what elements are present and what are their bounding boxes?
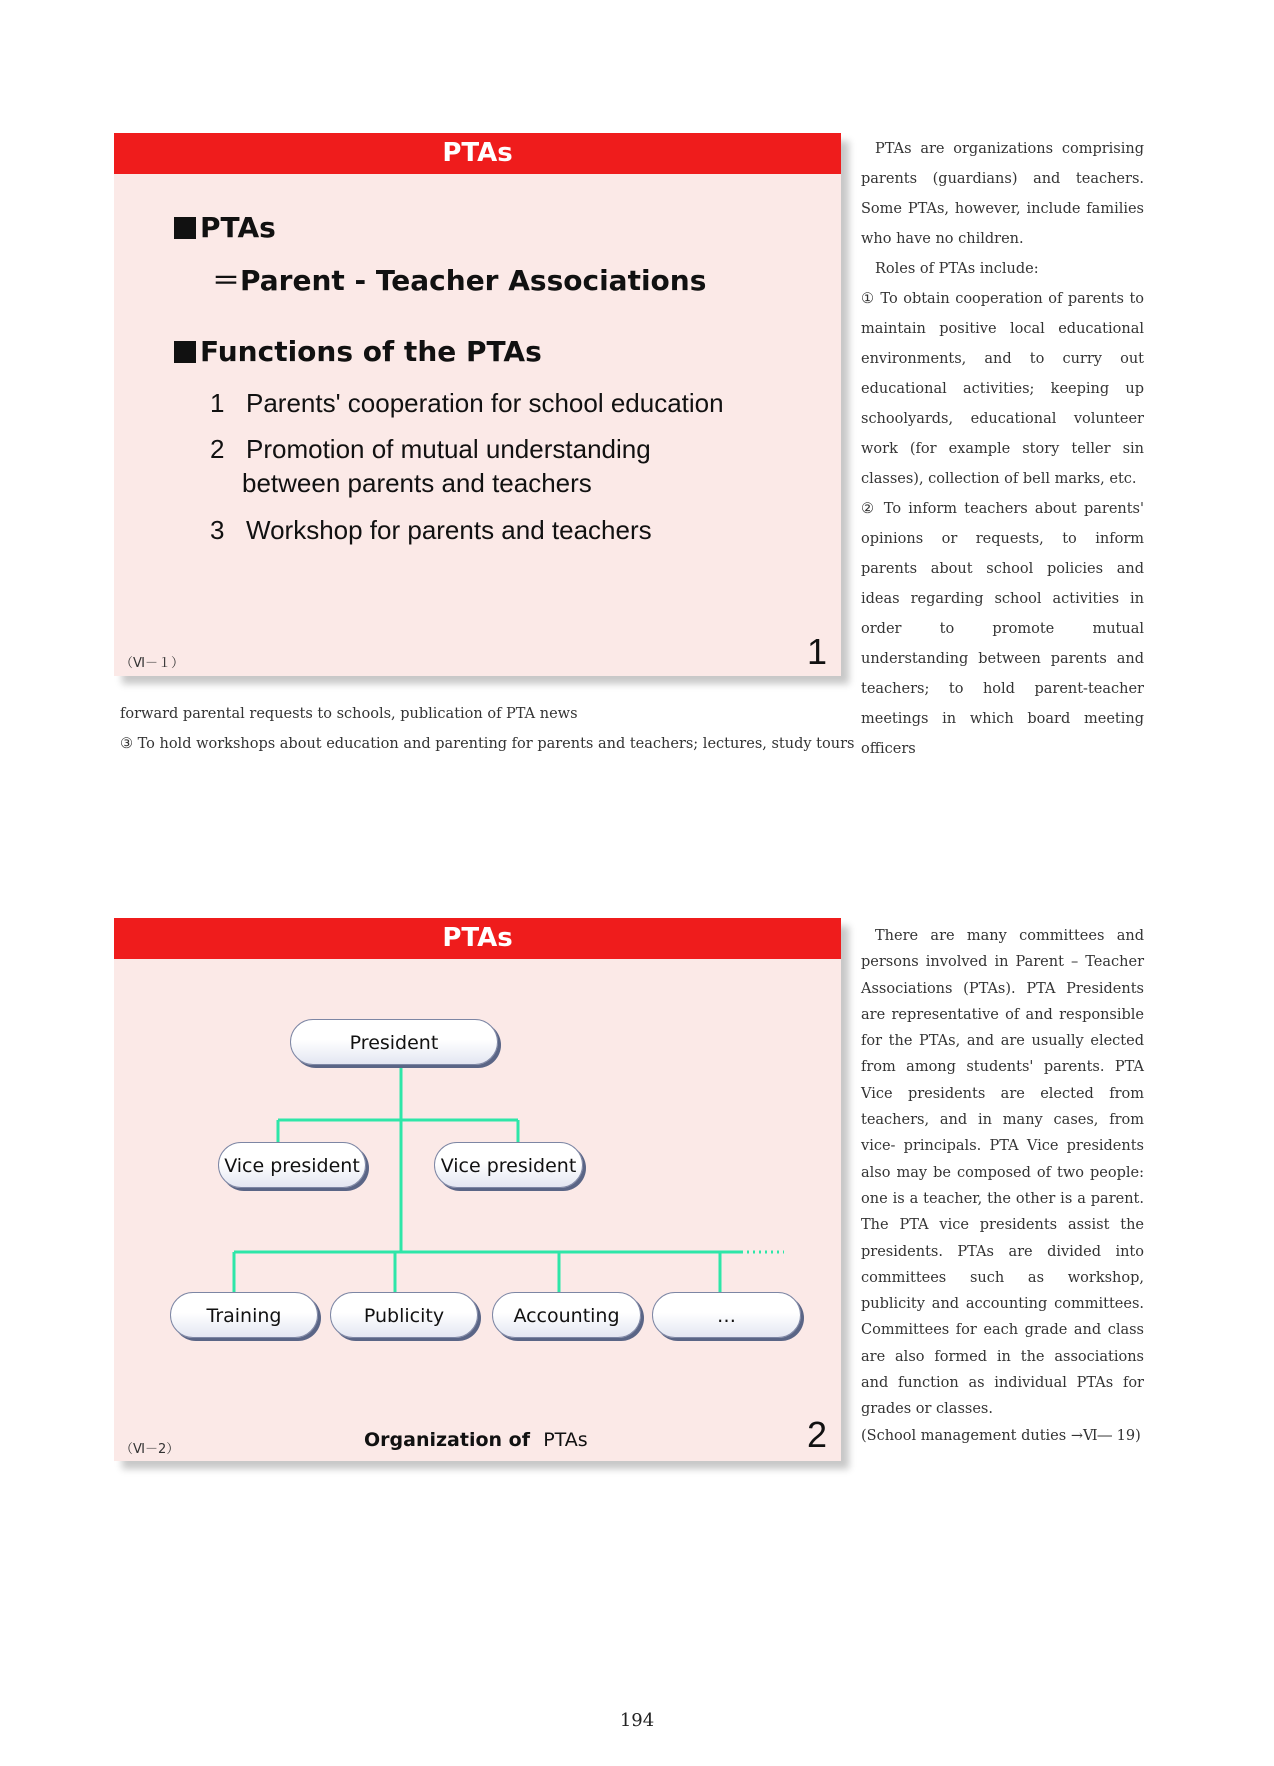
side-text-2	[861, 923, 1144, 1449]
subheading-definition: ＝Parent - Teacher Associations	[212, 264, 707, 297]
square-bullet-icon	[174, 217, 196, 239]
org-chart-caption	[364, 1429, 588, 1451]
slide-2-title: PTAs	[114, 918, 841, 959]
caption-normal: PTAs	[543, 1429, 588, 1451]
org-node-vice-president: Vice president	[218, 1142, 366, 1188]
function-text: Promotion of mutual understanding	[246, 434, 651, 464]
side-paragraph: Roles of PTAs include:	[875, 261, 1039, 277]
function-number: 3	[210, 515, 225, 545]
slide-1-title: PTAs	[114, 133, 841, 174]
side-text-1	[861, 134, 1144, 764]
side-paragraph: (School management duties →Ⅵ― 19)	[861, 1427, 1141, 1444]
page-number: 194	[619, 1710, 655, 1731]
org-node-president: President	[290, 1019, 498, 1065]
caption-bold: Organization of	[364, 1429, 530, 1451]
side-paragraph: ① To obtain cooperation of parents to maintain positive local educational environments, and to curry out educational activities; keeping up schoolyards, educational volunteer work (for example story teller sin classes), collection of bell marks, etc.	[861, 291, 1144, 487]
org-node-committee-more: …	[652, 1292, 801, 1338]
heading-functions-text: Functions of the PTAs	[200, 335, 542, 368]
org-node-committee-accounting: Accounting	[492, 1292, 641, 1338]
side-paragraph: ② To inform teachers about parents' opinions or requests, to inform parents about school policies and ideas regarding school activities in order to promote mutual understanding between parents and teachers; to hold parent-teacher meetings in which board meeting officers	[861, 501, 1144, 757]
org-node-committee-training: Training	[170, 1292, 318, 1338]
function-text-line2: between parents and teachers	[242, 468, 592, 498]
slide-code: （Ⅵ－１）	[120, 656, 184, 671]
function-item-1	[210, 386, 724, 420]
slide-code: （Ⅵ－2）	[120, 1442, 180, 1457]
slide-2	[114, 918, 841, 1461]
continued-text-line-1: forward parental requests to schools, publication of PTA news	[120, 706, 578, 722]
slide-number: 1	[806, 631, 827, 672]
function-item-3	[210, 513, 652, 547]
function-number: 2	[210, 434, 225, 464]
slide-1	[114, 133, 841, 676]
continued-text-line-2: ③ To hold workshops about education and parenting for parents and teachers; lectures, study tours	[120, 736, 855, 752]
org-node-committee-publicity: Publicity	[330, 1292, 478, 1338]
org-node-vice-president: Vice president	[434, 1142, 583, 1188]
function-text: Parents' cooperation for school education	[246, 388, 724, 418]
function-item-2	[210, 432, 651, 500]
side-paragraph: There are many committees and persons involved in Parent – Teacher Associations (PTAs). PTA Presidents are representative of and responsible for the PTAs, and are usually elected from among students' parents. PTA Vice presidents are elected from teachers, and in many cases, from vice- principals. PTA Vice presidents also may be composed of two people: one is a teacher, the other is a parent. The PTA vice presidents assist the presidents. PTAs are divided into committees such as workshop, publicity and accounting committees. Committees for each grade and class are also formed in the associations and function as individual PTAs for grades or classes.	[861, 928, 1144, 1418]
side-paragraph: PTAs are organizations comprising parents (guardians) and teachers. Some PTAs, however, include families who have no children.	[861, 141, 1144, 247]
square-bullet-icon	[174, 341, 196, 363]
slide-number: 2	[806, 1414, 827, 1455]
function-number: 1	[210, 388, 225, 418]
heading-functions	[174, 335, 542, 368]
heading-ptas	[174, 211, 276, 244]
org-chart-connectors	[114, 918, 841, 1461]
function-text: Workshop for parents and teachers	[246, 515, 652, 545]
heading-ptas-text: PTAs	[200, 211, 276, 244]
